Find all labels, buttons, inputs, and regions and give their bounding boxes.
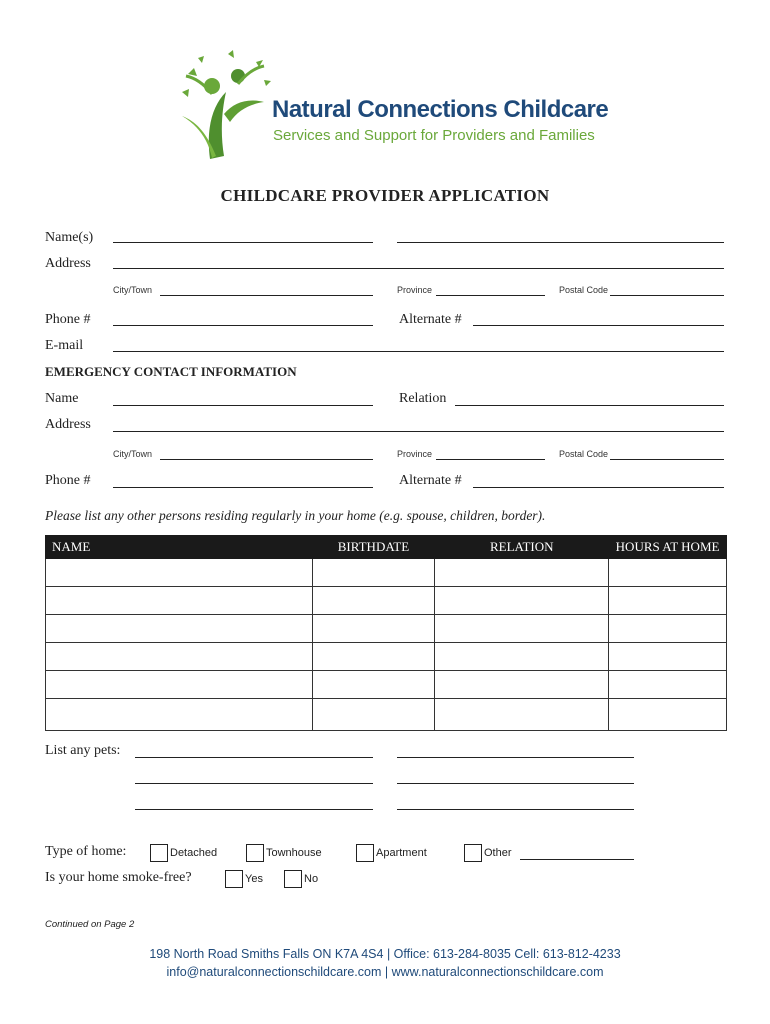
household-table (45, 535, 727, 731)
names-label: Name(s) (45, 230, 94, 245)
email-label: E-mail (45, 338, 84, 353)
table-cell[interactable] (435, 671, 609, 699)
footer-address: 198 North Road Smiths Falls ON K7A 4S4 | Office: 613-284-8035 Cell: 613-812-4233 (149, 947, 621, 961)
postal-field[interactable] (610, 295, 724, 296)
city-field[interactable] (160, 295, 373, 296)
table-cell[interactable] (312, 587, 435, 615)
table-cell[interactable] (46, 559, 313, 587)
emergency-province-field[interactable] (436, 459, 545, 460)
household-instruction: Please list any other persons residing regularly in your home (e.g. spouse, children, border). (45, 508, 546, 523)
brand-name: Natural Connections Childcare (272, 96, 609, 123)
table-cell[interactable] (435, 699, 609, 731)
table-cell[interactable] (46, 699, 313, 731)
detached-checkbox[interactable] (150, 844, 168, 862)
table-cell[interactable] (46, 587, 313, 615)
detached-label: Detached (170, 847, 218, 859)
townhouse-checkbox[interactable] (246, 844, 264, 862)
smoke-yes-label: Yes (245, 873, 263, 885)
table-cell[interactable] (609, 671, 727, 699)
table-cell[interactable] (435, 643, 609, 671)
pets-field-5[interactable] (135, 809, 373, 810)
home-type-label: Type of home: (45, 844, 127, 859)
table-row (46, 559, 727, 587)
table-cell[interactable] (609, 559, 727, 587)
footer-contact: info@naturalconnectionschildcare.com | www.naturalconnectionschildcare.com (166, 965, 604, 979)
smoke-yes-checkbox[interactable] (225, 870, 243, 888)
emergency-city-label: City/Town (113, 449, 153, 459)
name-field-1[interactable] (113, 242, 373, 243)
continued-note: Continued on Page 2 (45, 919, 135, 930)
emergency-alternate-label: Alternate # (399, 473, 462, 488)
apartment-checkbox[interactable] (356, 844, 374, 862)
table-cell[interactable] (609, 587, 727, 615)
pets-field-6[interactable] (397, 809, 634, 810)
table-cell[interactable] (609, 643, 727, 671)
table-cell[interactable] (435, 615, 609, 643)
other-field[interactable] (520, 859, 634, 860)
col-relation-header: RELATION (435, 536, 609, 559)
emergency-province-label: Province (397, 449, 433, 459)
alternate-label: Alternate # (399, 312, 462, 327)
table-cell[interactable] (46, 615, 313, 643)
relation-field[interactable] (455, 405, 724, 406)
other-label: Other (484, 847, 512, 859)
table-cell[interactable] (435, 559, 609, 587)
brand-tagline: Services and Support for Providers and Families (273, 127, 595, 144)
emergency-postal-label: Postal Code (559, 449, 609, 459)
emergency-name-field[interactable] (113, 405, 373, 406)
smoke-free-label: Is your home smoke-free? (45, 870, 192, 885)
table-cell[interactable] (312, 671, 435, 699)
emergency-name-label: Name (45, 391, 79, 406)
table-cell[interactable] (312, 615, 435, 643)
table-cell[interactable] (312, 643, 435, 671)
emergency-postal-field[interactable] (610, 459, 724, 460)
city-label: City/Town (113, 285, 153, 295)
address-label: Address (45, 256, 91, 271)
col-birthdate-header: BIRTHDATE (312, 536, 435, 559)
table-row (46, 615, 727, 643)
relation-label: Relation (399, 391, 447, 406)
postal-label: Postal Code (559, 285, 609, 295)
logo-figures-icon (168, 44, 280, 164)
alternate-field[interactable] (473, 325, 724, 326)
table-cell[interactable] (609, 615, 727, 643)
pets-field-3[interactable] (135, 783, 373, 784)
emergency-phone-label: Phone # (45, 473, 91, 488)
table-cell[interactable] (312, 559, 435, 587)
address-field[interactable] (113, 268, 724, 269)
table-row (46, 643, 727, 671)
other-checkbox[interactable] (464, 844, 482, 862)
table-row (46, 587, 727, 615)
townhouse-label: Townhouse (266, 847, 322, 859)
table-cell[interactable] (609, 699, 727, 731)
apartment-label: Apartment (376, 847, 427, 859)
emergency-alternate-field[interactable] (473, 487, 724, 488)
page-title: CHILDCARE PROVIDER APPLICATION (220, 186, 550, 205)
col-name-header: NAME (46, 536, 313, 559)
name-field-2[interactable] (397, 242, 724, 243)
email-field[interactable] (113, 351, 724, 352)
table-cell[interactable] (46, 643, 313, 671)
pets-field-2[interactable] (397, 757, 634, 758)
table-cell[interactable] (312, 699, 435, 731)
emergency-address-field[interactable] (113, 431, 724, 432)
pets-label: List any pets: (45, 743, 121, 758)
emergency-city-field[interactable] (160, 459, 373, 460)
table-row (46, 699, 727, 731)
emergency-address-label: Address (45, 417, 91, 432)
pets-field-4[interactable] (397, 783, 634, 784)
phone-label: Phone # (45, 312, 91, 327)
province-label: Province (397, 285, 433, 295)
table-cell[interactable] (46, 671, 313, 699)
phone-field[interactable] (113, 325, 373, 326)
emergency-phone-field[interactable] (113, 487, 373, 488)
emergency-heading: EMERGENCY CONTACT INFORMATION (45, 364, 297, 379)
province-field[interactable] (436, 295, 545, 296)
col-hours-header: HOURS AT HOME (609, 536, 727, 559)
table-cell[interactable] (435, 587, 609, 615)
table-row (46, 671, 727, 699)
smoke-no-label: No (304, 873, 319, 885)
smoke-no-checkbox[interactable] (284, 870, 302, 888)
pets-field-1[interactable] (135, 757, 373, 758)
